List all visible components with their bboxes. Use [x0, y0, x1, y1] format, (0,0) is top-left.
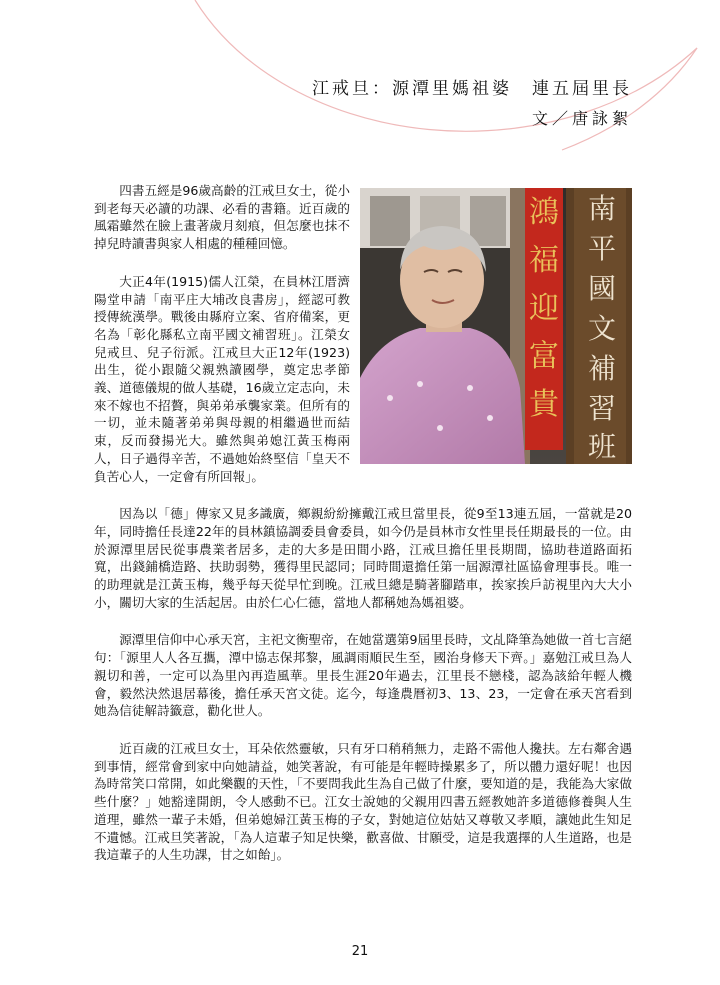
svg-text:貴: 貴	[529, 387, 559, 422]
svg-text:國: 國	[587, 272, 617, 305]
author-byline: 文／唐詠絮	[531, 109, 632, 128]
portrait-photo	[360, 188, 632, 464]
svg-text:文: 文	[587, 312, 617, 345]
paragraph-5: 近百歲的江戒旦女士，耳朵依然靈敏，只有牙口稍稍無力，走路不需他人攙扶。左右鄰舍遇到事情，經常會到家中向她請益，她笑著說，有可能是年輕時操累多了，所以體力還好呢！也因為時常笑口常開，如此樂觀的天性，「不要問我此生為自己做了什麼，要知道的是，我能為大家做些什麼？」她豁達開朗，令人感動不已。江女士說她的父親用四書五經教她許多道德修養與人生道理，雖然一輩子未婚，但弟媳婦江黃玉梅的子女，對她這位姑姑又尊敬又孝順，讓她此生知足不遺憾。江戒旦笑著說，「為人這輩子知足快樂，歡喜做、甘願受，這是我選擇的人生道路，也是我這輩子的人生功課，甘之如飴」。	[94, 740, 632, 863]
svg-text:富: 富	[529, 339, 559, 374]
paragraph-2: 大正4年(1915)儒人江榮，在員林江厝濟陽堂申請「南平庄大埔改良書房」，經認可教授傳統漢學。戰後由縣府立案、省府備案，更名為「彰化縣私立南平國文補習班」。江榮女兒戒旦、兒子衍派。江戒旦大正12年(1923)出生，從小跟隨父親熟讀國學，奠定忠孝節義、道德儀規的做人基礎，16歲立定志向，未來不嫁也不招贅，與弟弟承襲家業。但所有的一切，並未隨著弟弟與母親的相繼過世而結束，反而發揚光大。雖然與弟媳江黃玉梅兩人，日子過得辛苦，不過她始終堅信「皇天不負苦心人，一定會有所回報」。	[94, 273, 350, 484]
svg-text:習: 習	[587, 392, 617, 425]
svg-text:福: 福	[529, 243, 559, 278]
article-title: 江戒旦：源潭里媽祖婆 連五屆里長	[312, 79, 632, 99]
svg-text:南: 南	[587, 192, 617, 225]
svg-text:班: 班	[587, 430, 617, 463]
page-number: 21	[351, 944, 369, 959]
paragraph-1: 四書五經是96歲高齡的江戒旦女士，從小到老每天必讀的功課、必看的書籍。近百歲的風霜雖然在臉上畫著歲月刻痕，但怎麼也抹不掉兒時讀書與家人相處的種種回憶。	[94, 183, 350, 252]
svg-text:迎: 迎	[529, 291, 559, 326]
svg-text:平: 平	[587, 232, 617, 265]
paragraph-3: 因為以「德」傳家又見多識廣，鄉親紛紛擁戴江戒旦當里長，從9至13連五屆，一當就是20年，同時擔任長達22年的員林鎮協調委員會委員，如今仍是員林市女性里長任期最長的一位。由於源潭里居民從事農業者居多，走的大多是田間小路，江戒旦擔任里長期間，協助巷道路面拓寬，出錢鋪橋造路、扶助弱勢，獲得里民認同；同時間還擔任第一屆源潭社區協會理事長。唯一的助理就是江黃玉梅，幾乎每天從早忙到晚。江戒旦總是騎著腳踏車，挨家挨戶訪視里內大大小小，關切大家的生活起居。由於仁心仁德，當地人都稱她為媽祖婆。	[94, 506, 632, 610]
paragraph-4: 源潭里信仰中心承天宮，主祀文衡聖帝，在她當選第9屆里長時，文乩降筆為她做一首七言絕句：「源里人人各互攜，潭中協志保邦黎，風調雨順民生至，國治身修天下齊。」嘉勉江戒旦為人親切和善，一定可以為里內再造風華。里長生涯20年過去，江里長不戀棧，認為該給年輕人機會，毅然決然退居幕後，擔任承天宮文徒。迄今，每逢農曆初3、13、23，一定會在承天宮看到她為信徒解詩籤意，勸化世人。	[94, 632, 632, 719]
svg-text:鴻: 鴻	[529, 195, 559, 230]
svg-text:補: 補	[587, 352, 617, 385]
portrait-illustration	[360, 188, 632, 464]
article-body	[94, 182, 632, 864]
